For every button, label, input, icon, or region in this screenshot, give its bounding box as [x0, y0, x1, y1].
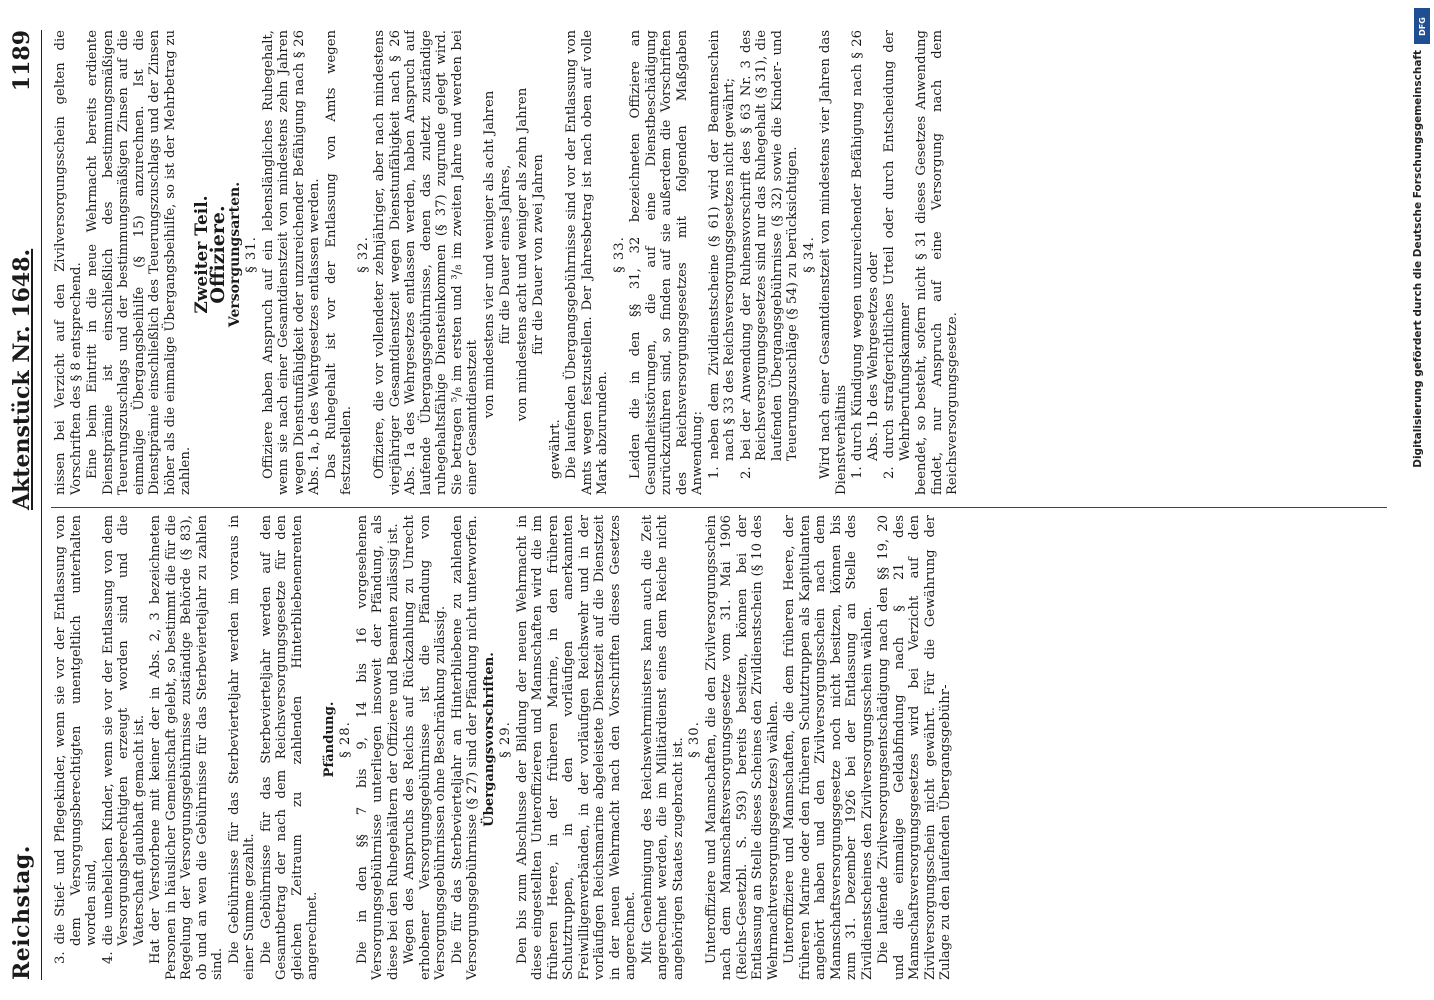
- paragraph: Offiziere haben Anspruch auf ein lebenslängliches Ruhegehalt, wenn sie nach einer Gesamtdienstzeit von mindestens zehn Jahren wegen Dienstunfähigkeit oder unzureichender Befähigung nach § 26 Abs. 1a, b des Wehrgesetzes entlassen werden.: [260, 30, 322, 495]
- rotated-page: [0, 10, 1395, 1000]
- paragraph: Mit Genehmigung des Reichswehrministers kann auch die Zeit angerechnet werden, die im Militärdienst eines dem Reiche nicht angehörigen Staates zugebracht ist.: [639, 515, 686, 980]
- list-item: 2. bei der Anwendung der Ruhensvorschrift des § 63 Nr. 3 des Reichsversorgungsgesetzes sind nur das Ruhegehalt (§ 31), die laufenden Übergangsgebührnisse (§ 32) sowie die Kinder- und Teuerungszuschläge (§ 54) zu berücksichtigen.: [738, 30, 800, 479]
- paragraph-number: § 28.: [338, 721, 353, 758]
- column-divider: [51, 507, 1387, 508]
- paragraph: Das Ruhegehalt ist vor der Entlassung von Amts wegen festzustellen.: [323, 30, 354, 495]
- paragraph: gewährt.: [547, 419, 563, 479]
- header-rule: [41, 30, 42, 980]
- part-subject: Offiziere.: [207, 205, 229, 304]
- page-header: [9, 30, 43, 980]
- duration-line: von mindestens acht und weniger als zehn Jahren: [514, 87, 530, 422]
- duration-line: für die Dauer von zwei Jahren: [531, 154, 546, 355]
- part-title: Zweiter Teil.: [191, 195, 212, 314]
- list-item: 3. die Stief- und Pflegekinder, wenn sie vor der Entlassung von dem Versorgungsberechtigten unentgeltlich unterhalten worden sind,: [53, 515, 99, 964]
- paragraph: Wegen des Anspruchs des Reichs auf Rückzahlung zu Unrecht erhobener Versorgungsgebührnisse ist die Pfändung von Versorgungsgebührnissen ohne Beschränkung zulässig.: [402, 515, 448, 980]
- paragraph-number: § 31.: [244, 236, 259, 273]
- page-number: 1189: [9, 30, 35, 92]
- paragraph-number: § 33.: [611, 236, 627, 273]
- right-column: [53, 30, 1387, 495]
- dfg-logo: [1414, 8, 1430, 44]
- paragraph: Offiziere, die vor vollendeter zehnjähriger, aber nach mindestens vierjähriger Gesamtdienstzeit wegen Dienstunfähigkeit nach § 26 Abs. 1a des Wehrgesetzes entlassen werden, haben Anspruch auf laufende Übergangsgebührnisse, denen das zuletzt zuständige ruhegehaltsfähige Diensteinkommen (§ 37) zugrunde gelegt wird. Sie betragen ⁵/₈ im ersten und ³/₈ im zweiten Jahre und werden bei einer Gesamtdienstzeit: [372, 30, 480, 495]
- paragraph: Leiden die in den §§ 31, 32 bezeichneten Offiziere an Gesundheitsstörungen, die auf eine Dienstbeschädigung zurückzuführen sind, so finden auf sie außerdem die Vorschriften des Reichsversorgungsgesetzes mit folgenden Maßgaben Anwendung:: [628, 30, 705, 495]
- paragraph: Die laufenden Übergangsgebührnisse sind vor der Entlassung von Amts wegen festzustellen. Der Jahresbetrag ist nach oben auf volle Mark abzurunden.: [564, 30, 610, 495]
- list-item: 1. durch Kündigung wegen unzureichender Befähigung nach § 26 Abs. 1b des Wehrgesetzes oder: [850, 30, 881, 479]
- duration-line: von mindestens vier und weniger als acht Jahren: [481, 90, 497, 419]
- section-heading: Versorgungsarten.: [226, 181, 243, 328]
- paragraph-number: § 32.: [355, 236, 371, 273]
- paragraph: beendet, so besteht, sofern nicht § 31 dieses Gesetzes Anwendung findet, nur Anspruch auf eine Versorgung nach dem Reichsversorgungsgesetze.: [914, 30, 960, 495]
- paragraph: Den bis zum Abschlusse der Bildung der neuen Wehrmacht in diese eingestellten Unteroffizieren und Mannschaften wird die im früheren Heere, in der früheren Marine, in den früheren Schutztruppen, in den vorläufigen anerkannten Freiwilligenverbänden, in der vorläufigen Reichswehr und in der vorläufigen Reichsmarine abgeleistete Dienstzeit auf die Dienstzeit in der neuen Wehrmacht nach den Vorschriften dieses Gesetzes angerechnet.: [514, 515, 638, 980]
- paragraph: nissen bei Verzicht auf den Zivilversorgungsschein gelten die Vorschriften des § 8 entsprechend.: [53, 30, 84, 495]
- header-center: Aktenstück Nr. 1648.: [9, 248, 35, 510]
- paragraph-number: § 30.: [687, 721, 702, 758]
- paragraph: Die Gebührnisse für das Sterbevierteljahr werden auf den Gesamtbetrag der nach dem Reichsversorgungsgesetze für den gleichen Zeitraum zu zahlenden Hinterbliebenenrenten angerechnet.: [258, 515, 320, 980]
- section-heading: Übergangsvorschriften.: [481, 652, 497, 827]
- list-item: 4. die unehelichen Kinder, wenn sie vor der Entlassung von dem Versorgungsberechtigten erzeugt worden sind und die Vaterschaft glaubhaft gemacht ist.: [100, 515, 147, 964]
- list-item: 1. neben dem Zivildienstscheine (§ 61) wird der Beamtenschein nach § 33 des Reichsversorgungsgesetzes nicht gewährt;: [706, 30, 737, 479]
- section-heading: Pfändung.: [321, 701, 337, 778]
- paragraph: Die Gebührnisse für das Sterbevierteljahr werden im voraus in einer Summe gezahlt.: [226, 515, 257, 980]
- paragraph: Wird nach einer Gesamtdienstzeit von mindestens vier Jahren das Dienstverhältnis: [818, 30, 849, 495]
- dfg-logo-text: DFG: [1417, 16, 1427, 36]
- digitization-sidebar: [1412, 10, 1430, 1000]
- paragraph: Unteroffiziere und Mannschaften, die dem früheren Heere, der früheren Marine oder den früheren Schutztruppen als Kapitulanten angehört haben und den Zivilversorgungsschein nach dem Mannschaftsversorgungsgesetze noch nicht besitzen, können bis zum 31. Dezember 1926 bei der Entlassung an Stelle des Zivildienstscheines den Zivilversorgungsschein wählen.: [782, 515, 875, 980]
- paragraph-number: § 29.: [498, 721, 513, 758]
- left-column: [53, 515, 1387, 980]
- paragraph: Die laufende Zivilversorgungsentschädigung nach den §§ 19, 20 und die einmalige Geldabfindung nach § 21 des Mannschaftsversorgungsgesetzes wird bei Verzicht auf den Zivilversorgungsschein nicht gewährt. Für die Gewährung der Zulage zu den laufenden Übergangsgebühr-: [876, 515, 953, 980]
- list-item: 2. durch strafgerichtliches Urteil oder durch Entscheidung der Wehrberufungskammer: [882, 30, 913, 479]
- paragraph: Hat der Verstorbene mit keiner der in Abs. 2, 3 bezeichneten Personen in häuslicher Gemeinschaft gelebt, so bestimmt die für die Regelung der Versorgungsgebührnisse zuständige Behörde (§ 83), ob und an wen die Gebührnisse für das Sterbevierteljahr zu zahlen sind.: [148, 515, 225, 980]
- digitization-note: Digitalisierung gefördert durch die Deutsche Forschungsgemeinschaft: [1412, 50, 1424, 468]
- paragraph: Die in den §§ 7 bis 9, 14 bis 16 vorgesehenen Versorgungsgebührnisse unterliegen insoweit der Pfändung, als diese bei den Ruhegehältern der Offiziere und Beamten zulässig ist.: [354, 515, 401, 980]
- paragraph: Eine beim Eintritt in die neue Wehrmacht bereits erdiente Dienstprämie ist einschließlich des bestimmungsmäßigen Teuerungszuschlags und der bestimmungsmäßigen Zinsen auf die einmalige Übergangsbeihilfe (§ 15) anzurechnen. Ist die Dienstprämie einschließlich des Teuerungszuschlags und der Zinsen höher als die einmalige Übergangsbeihilfe, so ist der Mehrbetrag zu zahlen.: [85, 30, 193, 495]
- paragraph: Die für das Sterbevierteljahr an Hinterbliebene zu zahlenden Versorgungsgebührnisse (§ 27) sind der Pfändung nicht unterworfen.: [449, 515, 480, 980]
- duration-line: für die Dauer eines Jahres,: [498, 164, 513, 345]
- paragraph: Unteroffiziere und Mannschaften, die den Zivilversorgungsschein nach dem Mannschaftsversorgungsgesetze vom 31. Mai 1906 (Reichs-Gesetzbl. S. 593) bereits besitzen, können bei der Entlassung an Stelle dieses Scheines den Zivildienstschein (§ 10 des Wehrmachtversorgungsgesetzes) wählen.: [703, 515, 781, 980]
- paragraph-number: § 34.: [801, 236, 817, 273]
- header-left: Reichstag.: [9, 845, 35, 980]
